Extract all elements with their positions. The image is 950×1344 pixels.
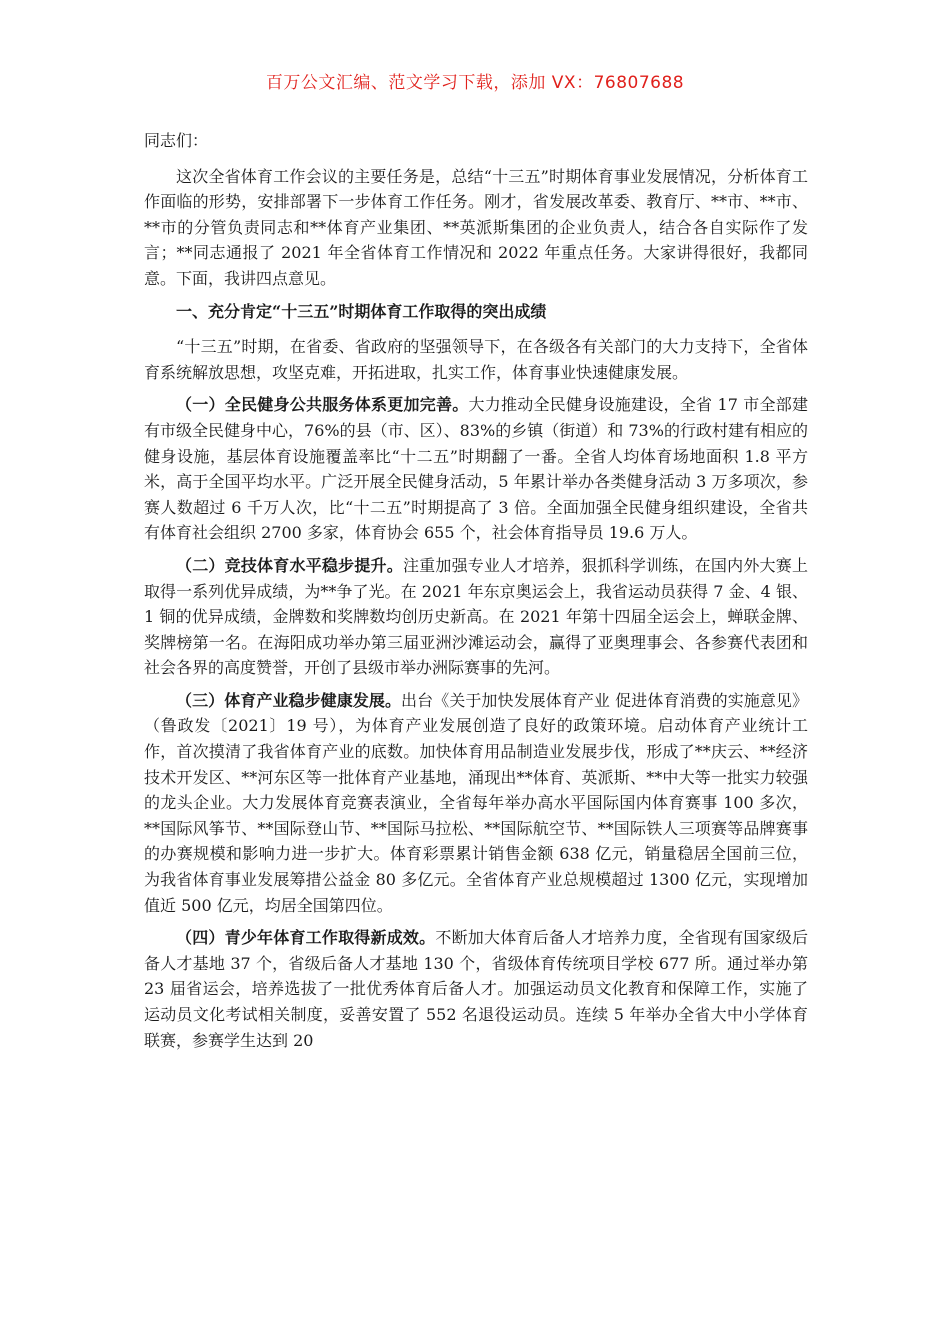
paragraph-youth-sports bbox=[144, 925, 808, 1053]
paragraph-lead: （二）竞技体育水平稳步提升。 bbox=[176, 555, 403, 575]
paragraph-fitness bbox=[144, 392, 808, 546]
paragraph-lead: （一）全民健身公共服务体系更加完善。 bbox=[176, 395, 469, 415]
paragraph-competitive-sports bbox=[144, 553, 808, 681]
intro-paragraph: 这次全省体育工作会议的主要任务是，总结“十三五”时期体育事业发展情况，分析体育工作面临的形势，安排部署下一步体育工作任务。刚才，省发展改革委、教育厅、**市、**市、**市的分管负责同志和**体育产业集团、**英派斯集团的企业负责人，结合各自实际作了发言；**同志通报了 2021 年全省体育工作情况和 2022 年重点任务。大家讲得很好，我都同意。下面，我讲四点意见。 bbox=[144, 166, 808, 288]
paragraph-lead: （四）青少年体育工作取得新成效。 bbox=[176, 928, 436, 948]
paragraph-sports-industry bbox=[144, 688, 808, 918]
paragraph-lead: （三）体育产业稳步健康发展。 bbox=[176, 690, 402, 710]
salutation: 同志们： bbox=[144, 131, 209, 150]
paragraph-body: 不断加大体育后备人才培养力度，全省现有国家级后备人才基地 37 个，省级后备人才基地 130 个，省级体育传统项目学校 677 所。通过举办第 23 届省运会，培养选拔了一批优秀体育后备人才。加强运动员文化教育和保障工作，实施了运动员文化考试相关制度，妥善安置了 552 名退役运动员。连续 5 年举办全省大中小学体育联赛，参赛学生达到 20 bbox=[144, 928, 808, 1050]
document-body bbox=[144, 128, 808, 1060]
section-heading: 一、充分肯定“十三五”时期体育工作取得的突出成绩 bbox=[176, 301, 547, 321]
section-intro-paragraph: “十三五”时期，在省委、省政府的坚强领导下，在各级各有关部门的大力支持下，全省体育系统解放思想，攻坚克难，开拓进取，扎实工作，体育事业快速健康发展。 bbox=[144, 337, 808, 382]
paragraph-body: 注重加强专业人才培养，狠抓科学训练，在国内外大赛上取得一系列优异成绩，为**争了光。在 2021 年东京奥运会上，我省运动员获得 7 金、4 银、1 铜的优异成绩，金牌数和奖牌数均创历史新高。在 2021 年第十四届全运会上，蝉联金牌、奖牌榜第一名。在海阳成功举办第三届亚洲沙滩运动会，赢得了亚奥理事会、各参赛代表团和社会各界的高度赞誉，开创了县级市举办洲际赛事的先河。 bbox=[144, 555, 808, 678]
watermark-banner: 百万公文汇编、范文学习下载，添加 VX：76807688 bbox=[265, 73, 685, 93]
paragraph-body: 出台《关于加快发展体育产业 促进体育消费的实施意见》（鲁政发〔2021〕19 号），为体育产业发展创造了良好的政策环境。启动体育产业统计工作，首次摸清了我省体育产业的底数。加快体育用品制造业发展步伐，形成了**庆云、**经济技术开发区、**河东区等一批体育产业基地，涌现出**体育、英派斯、**中大等一批实力较强的龙头企业。大力发展体育竞赛表演业，全省每年举办高水平国际国内体育赛事 100 多次，**国际风筝节、**国际登山节、**国际马拉松、**国际航空节、**国际铁人三项赛等品牌赛事的办赛规模和影响力进一步扩大。体育彩票累计销售金额 638 亿元，销量稳居全国前三位，为我省体育事业发展筹措公益金 80 多亿元。全省体育产业总规模超过 1300 亿元，实现增加值近 500 亿元，均居全国第四位。 bbox=[144, 690, 808, 915]
paragraph-body: 大力推动全民健身设施建设，全省 17 市全部建有市级全民健身中心，76%的县（市、区）、83%的乡镇（街道）和 73%的行政村建有相应的健身设施，基层体育设施覆盖率比“十二五”时期翻了一番。全省人均体育场地面积 1.8 平方米，高于全国平均水平。广泛开展全民健身活动，5 年累计举办各类健身活动 3 万多项次，参赛人数超过 6 千万人次，比“十二五”时期提高了 3 倍。全面加强全民健身组织建设，全省共有体育社会组织 2700 多家，体育协会 655 个，社会体育指导员 19.6 万人。 bbox=[144, 395, 808, 543]
